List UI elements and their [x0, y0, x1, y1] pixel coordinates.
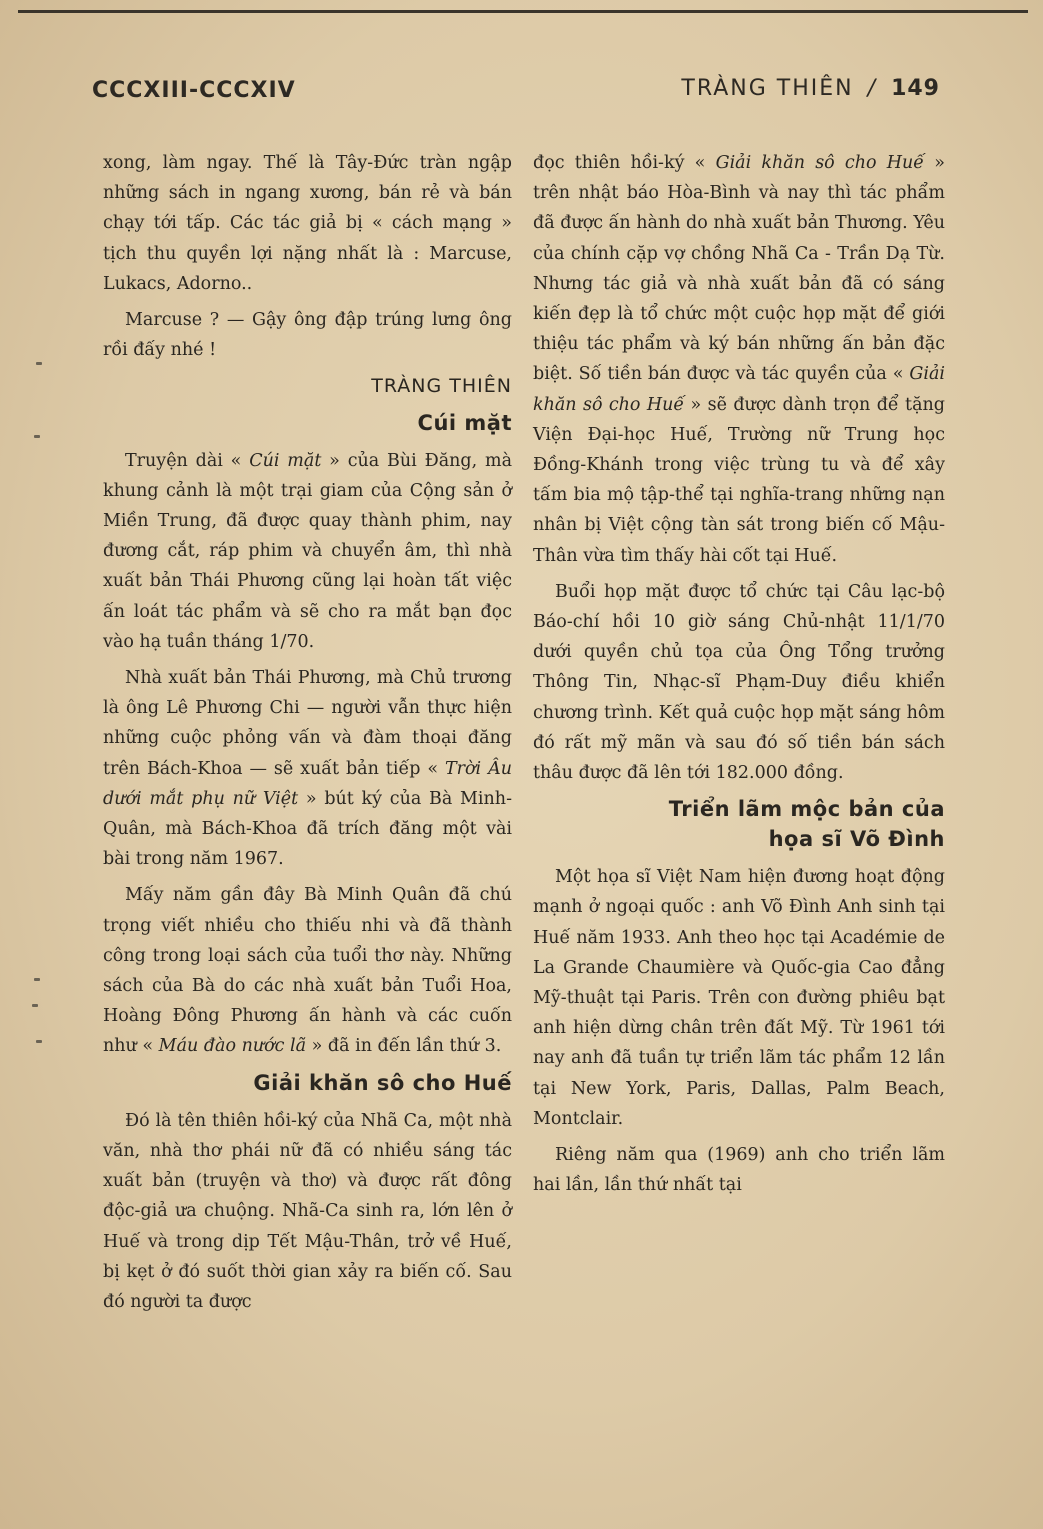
section-heading: Giải khăn sô cho Huế: [253, 1070, 512, 1095]
section-heading: Triển lãm mộc bản của họa sĩ Võ Đình: [668, 797, 945, 852]
book-title: Giải khăn sô cho Huế: [715, 153, 925, 173]
page-number: 149: [891, 76, 940, 101]
paragraph: Một họa sĩ Việt Nam hiện đương hoạt động mạnh ở ngoại quốc : anh Võ Đình Anh sinh tại Huế năm 1933. Anh theo học tại Académie de La Grande Chaumière và Quốc-gia Cao đẳng Mỹ-thuật tại Paris. Trên con đường phiêu bạt anh hiện dừng chân trên đất Mỹ. Từ 1961 tới nay anh đã tuần tự triển lãm tác phẩm 12 lần tại New York, Paris, Dallas, Palm Beach, Montclair.: [533, 867, 945, 1129]
margin-mark: [36, 362, 42, 365]
paragraph: Đó là tên thiên hồi-ký của Nhã Ca, một nhà văn, nhà thơ phái nữ đã có nhiều sáng tác xuất bản (truyện và thơ) và được rất đông độc-giả ưa chuộng. Nhã-Ca sinh ra, lớn lên ở Huế và trong dịp Tết Mậu-Thân, trở về Huế, bị kẹt ở đó suốt thời gian xảy ra biến cố. Sau đó người ta được: [103, 1110, 512, 1312]
paragraph: Riêng năm qua (1969) anh cho triển lãm hai lần, lần thứ nhất tại: [533, 1145, 945, 1196]
author-signature: TRÀNG THIÊN: [371, 375, 512, 398]
margin-mark: [32, 1004, 38, 1007]
book-title: Máu đào nước lã: [158, 1036, 307, 1057]
margin-mark: [34, 978, 40, 981]
book-title: Cúi mặt: [249, 450, 322, 471]
margin-mark: [34, 435, 40, 438]
top-border-rule: [18, 10, 1028, 13]
paragraph: xong, làm ngay. Thế là Tây-Đức tràn ngập những sách in ngang xương, bán rẻ và bán chạy tới tấp. Các tác giả bị « cách mạng » tịch thu quyền lợi nặng nhất là : Marcuse, Lukacs, Adorno..: [103, 153, 512, 294]
book-title: Trời Âu dưới mắt phụ nữ Việt: [103, 758, 512, 809]
paragraph: Mấy năm gần đây Bà Minh Quân đã chú trọng viết nhiều cho thiếu nhi và đã thành công trong loại sách của tuổi thơ này. Những sách của Bà do các nhà xuất bản Tuổi Hoa, Hoàng Đông Phương ấn hành và các cuốn như « Máu đào nước lã » đã in đến lần thứ 3.: [103, 885, 512, 1057]
right-column: [533, 148, 945, 1207]
running-header-title: TRÀNG THIÊN: [681, 76, 854, 101]
header-separator: /: [867, 76, 878, 101]
running-header: [620, 76, 940, 101]
paragraph: Nhà xuất bản Thái Phương, mà Chủ trương là ông Lê Phương Chi — người vẫn thực hiện những cuộc phỏng vấn và đàm thoại đăng trên Bách-Khoa — sẽ xuất bản tiếp « Trời Âu dưới mắt phụ nữ Việt » bút ký của Bà Minh-Quân, mà Bách-Khoa đã trích đăng một vài bài trong năm 1967.: [103, 668, 512, 870]
section-heading: Cúi mặt: [417, 410, 512, 435]
paragraph: Truyện dài « Cúi mặt » của Bùi Đăng, mà khung cảnh là một trại giam của Cộng sản ở Miền Trung, đã được quay thành phim, nay đương cắt, ráp phim và chuyển âm, thì nhà xuất bản Thái Phương cũng lại hoàn tất việc ấn loát tác phẩm và sẽ cho ra mắt bạn đọc vào hạ tuần tháng 1/70.: [103, 450, 513, 652]
paragraph: Buổi họp mặt được tổ chức tại Câu lạc-bộ Báo-chí hồi 10 giờ sáng Chủ-nhật 11/1/70 dưới quyền chủ tọa của Ông Tổng trưởng Thông Tin, Nhạc-sĩ Phạm-Duy điều khiển chương trình. Kết quả cuộc họp mặt sáng hôm đó rất mỹ mãn và sau đó số tiền bán sách thâu được đã lên tới 182.000 đồng.: [533, 581, 945, 784]
issue-number: CCCXIII-CCCXIV: [92, 78, 296, 103]
margin-mark: [36, 1040, 42, 1043]
paragraph: Marcuse ? — Gậy ông đập trúng lưng ông rồi đấy nhé !: [103, 310, 512, 361]
book-title: Giải khăn sô cho Huế: [533, 364, 945, 415]
paragraph: đọc thiên hồi-ký « Giải khăn sô cho Huế » trên nhật báo Hòa-Bình và nay thì tác phẩm đã được ấn hành do nhà xuất bản Thương. Yêu của chính cặp vợ chồng Nhã Ca - Trần Dạ Từ. Nhưng tác giả và nhà xuất bản đã có sáng kiến đẹp là tổ chức một cuộc họp mặt để giới thiệu tác phẩm và ký bán những ấn bản đặc biệt. Số tiền bán được và tác quyền của « Giải khăn sô cho Huế » sẽ được dành trọn để tặng Viện Đại-học Huế, Trường nữ Trung học Đồng-Khánh trong việc trùng tu và để xây tấm bia mộ tập-thể tại nghĩa-trang những nạn nhân bị Việt cộng tàn sát trong biến cố Mậu-Thân vừa tìm thấy hài cốt tại Huế.: [533, 153, 945, 566]
left-column: [103, 148, 512, 1323]
